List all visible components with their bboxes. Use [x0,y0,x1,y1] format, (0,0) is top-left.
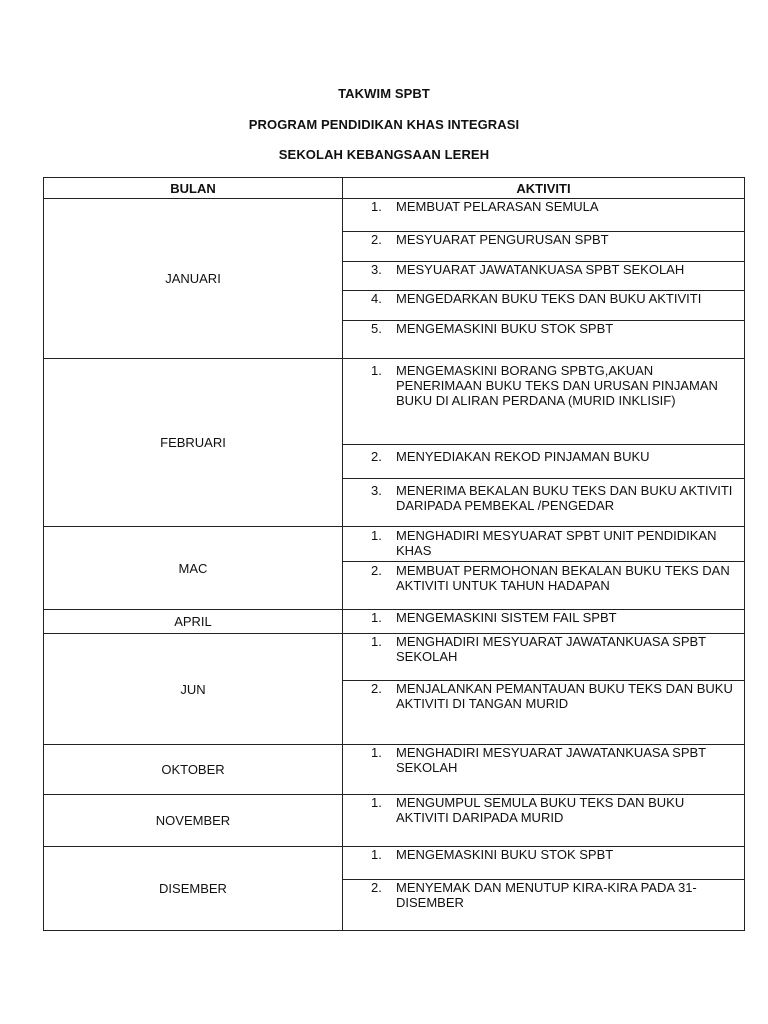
month-cell: DISEMBER [44,847,343,931]
activity-number: 2. [371,232,382,247]
month-cell: MAC [44,527,343,610]
activity-number: 1. [371,528,382,543]
activity-item [343,199,744,214]
activity-number: 2. [371,449,382,464]
activity-number: 1. [371,795,382,810]
activity-item [343,745,744,775]
activity-number: 2. [371,681,382,696]
activity-text: MENGUMPUL SEMULA BUKU TEKS DAN BUKU AKTIVITI DARIPADA MURID [396,795,685,825]
activity-number: 1. [371,634,382,649]
activity-cell [343,610,745,634]
table-body [44,199,745,931]
table-row [44,634,745,681]
activity-number: 4. [371,291,382,306]
activity-cell [343,262,745,291]
activity-item [343,795,744,825]
activity-number: 2. [371,563,382,578]
activity-item [343,479,744,513]
column-header-activity: AKTIVITI [343,178,745,199]
table-row [44,745,745,795]
activity-number: 3. [371,483,382,498]
activity-cell [343,321,745,359]
activity-cell [343,291,745,321]
activity-text: MENGEMASKINI BUKU STOK SPBT [396,321,614,336]
activity-item [343,232,744,247]
activity-cell [343,745,745,795]
activity-cell [343,880,745,931]
table-row [44,610,745,634]
activity-number: 3. [371,262,382,277]
activity-number: 5. [371,321,382,336]
activity-cell [343,562,745,610]
activity-cell [343,445,745,479]
activity-text: MENJALANKAN PEMANTAUAN BUKU TEKS DAN BUKU AKTIVITI DI TANGAN MURID [396,681,733,711]
activity-text: MENGEMASKINI BUKU STOK SPBT [396,847,614,862]
activity-text: MENERIMA BEKALAN BUKU TEKS DAN BUKU AKTIVITI DARIPADA PEMBEKAL /PENGEDAR [396,483,733,513]
activity-item [343,359,744,408]
month-cell: FEBRUARI [44,359,343,527]
document-title: TAKWIM SPBT [338,86,430,101]
activity-text: MENGEMASKINI BORANG SPBTG,AKUAN PENERIMAAN BUKU TEKS DAN URUSAN PINJAMAN BUKU DI ALIRAN PERDANA (MURID INKLISIF) [396,363,718,408]
activity-item [343,321,744,336]
activity-number: 1. [371,745,382,760]
activity-text: MENGEMASKINI SISTEM FAIL SPBT [396,610,617,625]
activity-text: MENGEDARKAN BUKU TEKS DAN BUKU AKTIVITI [396,291,702,306]
table-row [44,847,745,880]
activity-cell [343,847,745,880]
table-row [44,199,745,232]
activity-number: 1. [371,199,382,214]
activity-item [343,527,744,558]
activity-number: 2. [371,880,382,895]
activity-cell [343,232,745,262]
activity-item [343,291,744,306]
column-header-month: BULAN [44,178,343,199]
month-cell: NOVEMBER [44,795,343,847]
month-cell: JUN [44,634,343,745]
activity-text: MESYUARAT PENGURUSAN SPBT [396,232,609,247]
activity-text: MEMBUAT PELARASAN SEMULA [396,199,599,214]
activity-cell [343,634,745,681]
activity-item [343,634,744,664]
activity-item [343,262,744,277]
activity-text: MENGHADIRI MESYUARAT SPBT UNIT PENDIDIKAN KHAS [396,528,717,558]
activity-text: MEMBUAT PERMOHONAN BEKALAN BUKU TEKS DAN AKTIVITI UNTUK TAHUN HADAPAN [396,563,730,593]
takwim-table [43,177,745,931]
activity-cell [343,681,745,745]
activity-item [343,445,744,464]
activity-item [343,681,744,711]
month-cell: JANUARI [44,199,343,359]
activity-cell [343,199,745,232]
school-title: SEKOLAH KEBANGSAAN LEREH [278,147,490,162]
activity-text: MENGHADIRI MESYUARAT JAWATANKUASA SPBT SEKOLAH [396,634,706,664]
activity-number: 1. [371,610,382,625]
activity-cell [343,359,745,445]
activity-cell [343,527,745,562]
table-row [44,527,745,562]
activity-item [343,562,744,593]
activity-item [343,610,744,625]
activity-cell [343,479,745,527]
activity-text: MESYUARAT JAWATANKUASA SPBT SEKOLAH [396,262,685,277]
program-title: PROGRAM PENDIDIKAN KHAS INTEGRASI [248,117,520,132]
table-row [44,359,745,445]
activity-text: MENGHADIRI MESYUARAT JAWATANKUASA SPBT SEKOLAH [396,745,706,775]
activity-item [343,847,744,862]
table-row [44,795,745,847]
activity-item [343,880,744,910]
activity-text: MENYEDIAKAN REKOD PINJAMAN BUKU [396,449,650,464]
activity-text: MENYEMAK DAN MENUTUP KIRA-KIRA PADA 31-DISEMBER [396,880,697,910]
activity-number: 1. [371,363,382,378]
activity-cell [343,795,745,847]
table-header-row [44,178,745,199]
month-cell: APRIL [44,610,343,634]
activity-number: 1. [371,847,382,862]
month-cell: OKTOBER [44,745,343,795]
